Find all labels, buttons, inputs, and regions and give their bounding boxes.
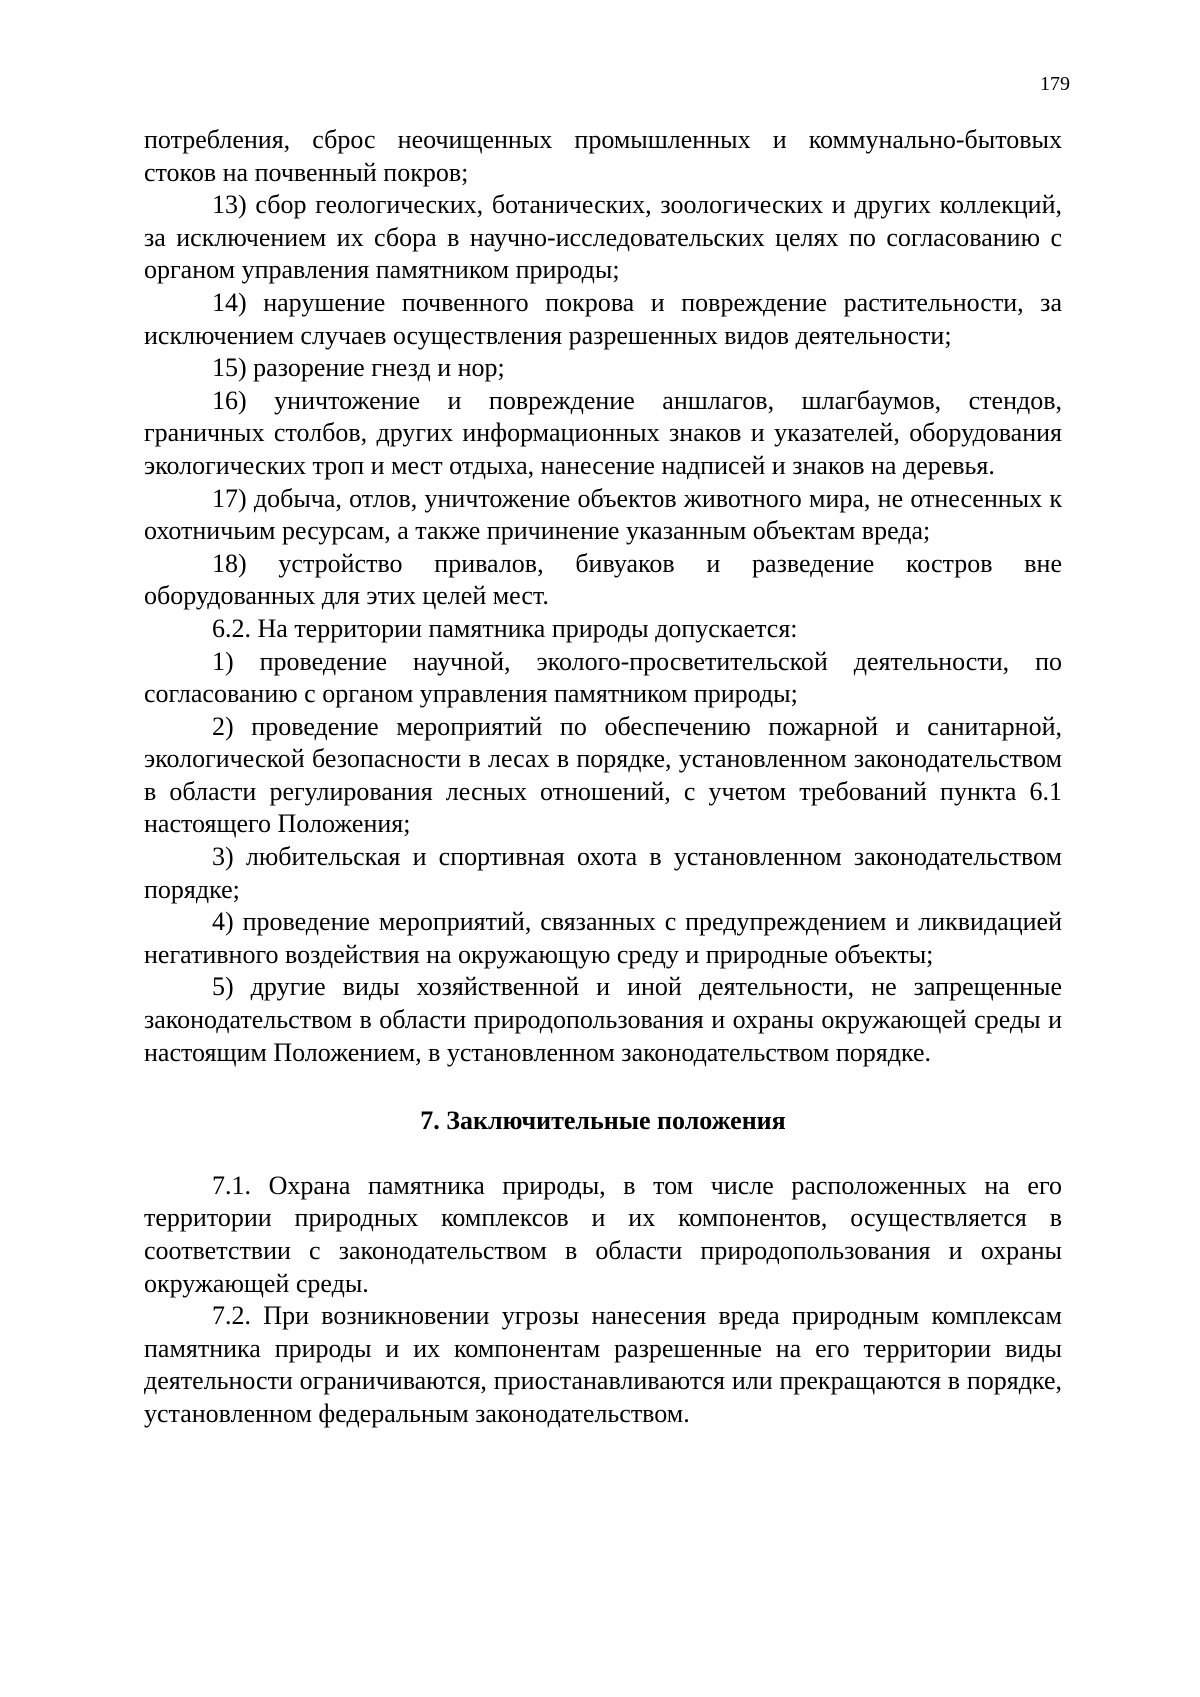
paragraph-item-15: 15) разорение гнезд и нор; (212, 353, 505, 383)
paragraph-clause-7-2: 7.2. При возникновении угрозы нанесения вреда природным комплексам памятника природы и их компонентам разрешенные на его территории виды деятельности ограничиваются, приостанавливаются или прекращаются в порядке, установленном федеральным законодательством. (144, 1301, 1062, 1428)
paragraph-item-13: 13) сбор геологических, ботанических, зоологических и других коллекций, за исключением их сбора в научно-исследовательских целях по согласованию с органом управления памятником природы; (144, 190, 1062, 285)
paragraph-item-14: 14) нарушение почвенного покрова и повреждение растительности, за исключением случаев осуществления разрешенных видов деятельности; (144, 287, 1062, 350)
paragraph-allowed-2: 2) проведение мероприятий по обеспечению пожарной и санитарной, экологической безопасности в лесах в порядке, установленном законодательством в области регулирования лесных отношений, с учетом требований пункта 6.1 настоящего Положения; (144, 711, 1062, 839)
paragraph-allowed-4: 4) проведение мероприятий, связанных с предупреждением и ликвидацией негативного воздействия на окружающую среду и природные объекты; (144, 907, 1062, 969)
section-heading: 7. Заключительные положения (420, 1106, 786, 1136)
paragraph-item-18: 18) устройство привалов, бивуаков и разведение костров вне оборудованных для этих целей мест. (144, 548, 1062, 611)
page-number: 179 (1040, 73, 1070, 95)
paragraph-clause-7-1: 7.1. Охрана памятника природы, в том числе расположенных на его территории природных комплексов и их компонентов, осуществляется в соответствии с законодательством в области природопользования и охраны окружающей среды. (144, 1170, 1062, 1298)
paragraph-allowed-5: 5) другие виды хозяйственной и иной деятельности, не запрещенные законодательством в области природопользования и охраны окружающей среды и настоящим Положением, в установленном законодательством порядке. (144, 972, 1062, 1067)
paragraph-allowed-3: 3) любительская и спортивная охота в установленном законодательством порядке; (144, 842, 1062, 904)
paragraph-item-16: 16) уничтожение и повреждение аншлагов, шлагбаумов, стендов, граничных столбов, других информационных знаков и указателей, оборудования экологических троп и мест отдыха, нанесение надписей и знаков на деревья. (144, 385, 1062, 480)
paragraph-continuation: потребления, сброс неочищенных промышленных и коммунально-бытовых стоков на почвенный покров; (144, 125, 1062, 187)
paragraph-clause-6-2: 6.2. На территории памятника природы допускается: (212, 613, 798, 643)
paragraph-item-17: 17) добыча, отлов, уничтожение объектов животного мира, не отнесенных к охотничьим ресурсам, а также причинение указанным объектам вреда; (144, 483, 1062, 546)
paragraph-allowed-1: 1) проведение научной, эколого-просветительской деятельности, по согласованию с органом управления памятником природы; (144, 646, 1062, 709)
page-content (144, 124, 1062, 1431)
